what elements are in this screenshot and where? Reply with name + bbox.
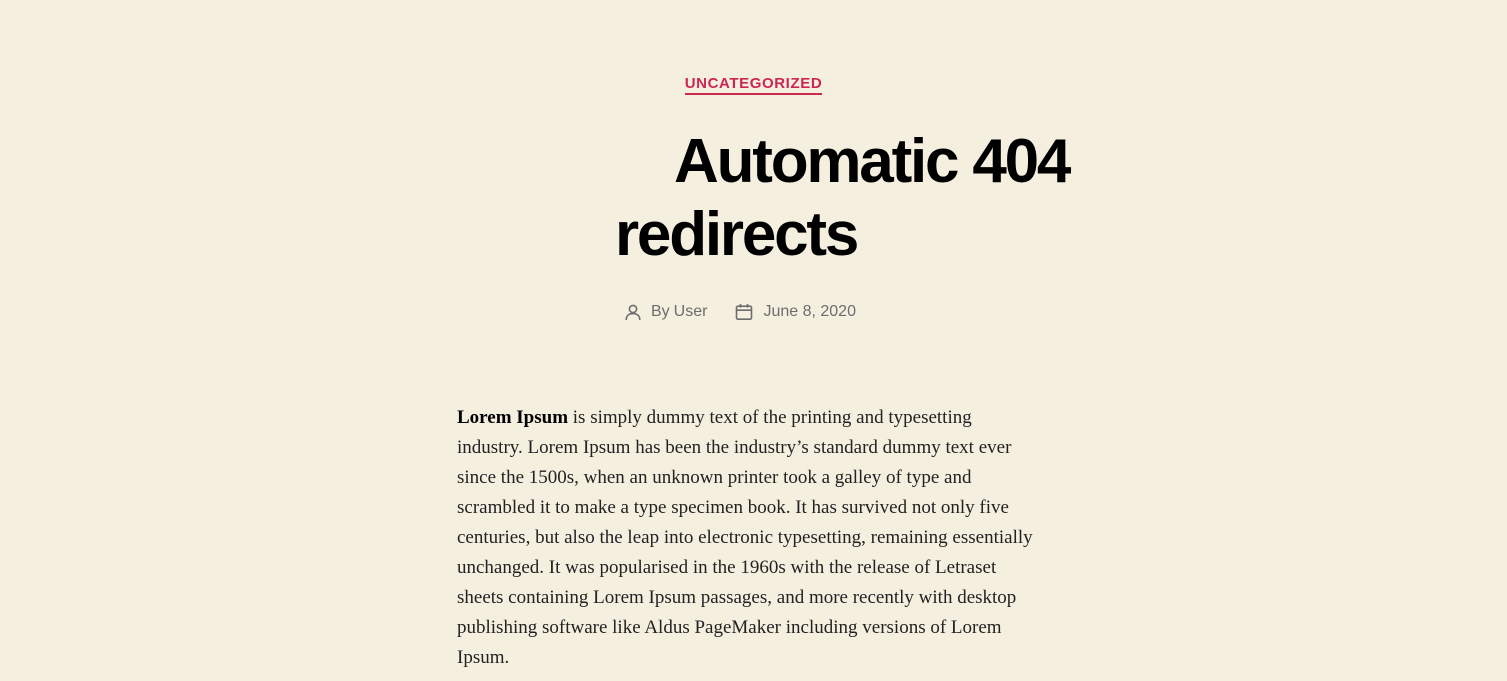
post-category (0, 73, 1507, 95)
author-link[interactable]: User (673, 303, 708, 320)
person-icon (624, 303, 642, 321)
post-date (735, 303, 856, 321)
calendar-icon (735, 303, 753, 321)
date-link[interactable]: June 8, 2020 (763, 303, 856, 320)
post-content (457, 403, 1037, 673)
post-title (600, 125, 1140, 271)
post-title-line-1: Automatic 404 (674, 127, 1070, 196)
lead-bold-text: Lorem Ipsum (457, 407, 569, 428)
post-author (624, 303, 707, 321)
category-link[interactable]: UNCATEGORIZED (685, 75, 823, 95)
post-meta (624, 300, 856, 324)
author-prefix: By (651, 303, 670, 320)
post-title-line-2: redirects (615, 200, 858, 269)
body-text: is simply dummy text of the printing and typesetting industry. Lorem Ipsum has been the industry’s standard dummy text ever since the 1500s, when an unknown printer took a galley of type and scrambled it to make a type specimen book. It has survived not only five centuries, but also the leap into electronic typesetting, remaining essentially unchanged. It was popularised in the 1960s with the release of Letraset sheets containing Lorem Ipsum passages, and more recently with desktop publishing software like Aldus PageMaker including versions of Lorem Ipsum. (457, 407, 1033, 668)
